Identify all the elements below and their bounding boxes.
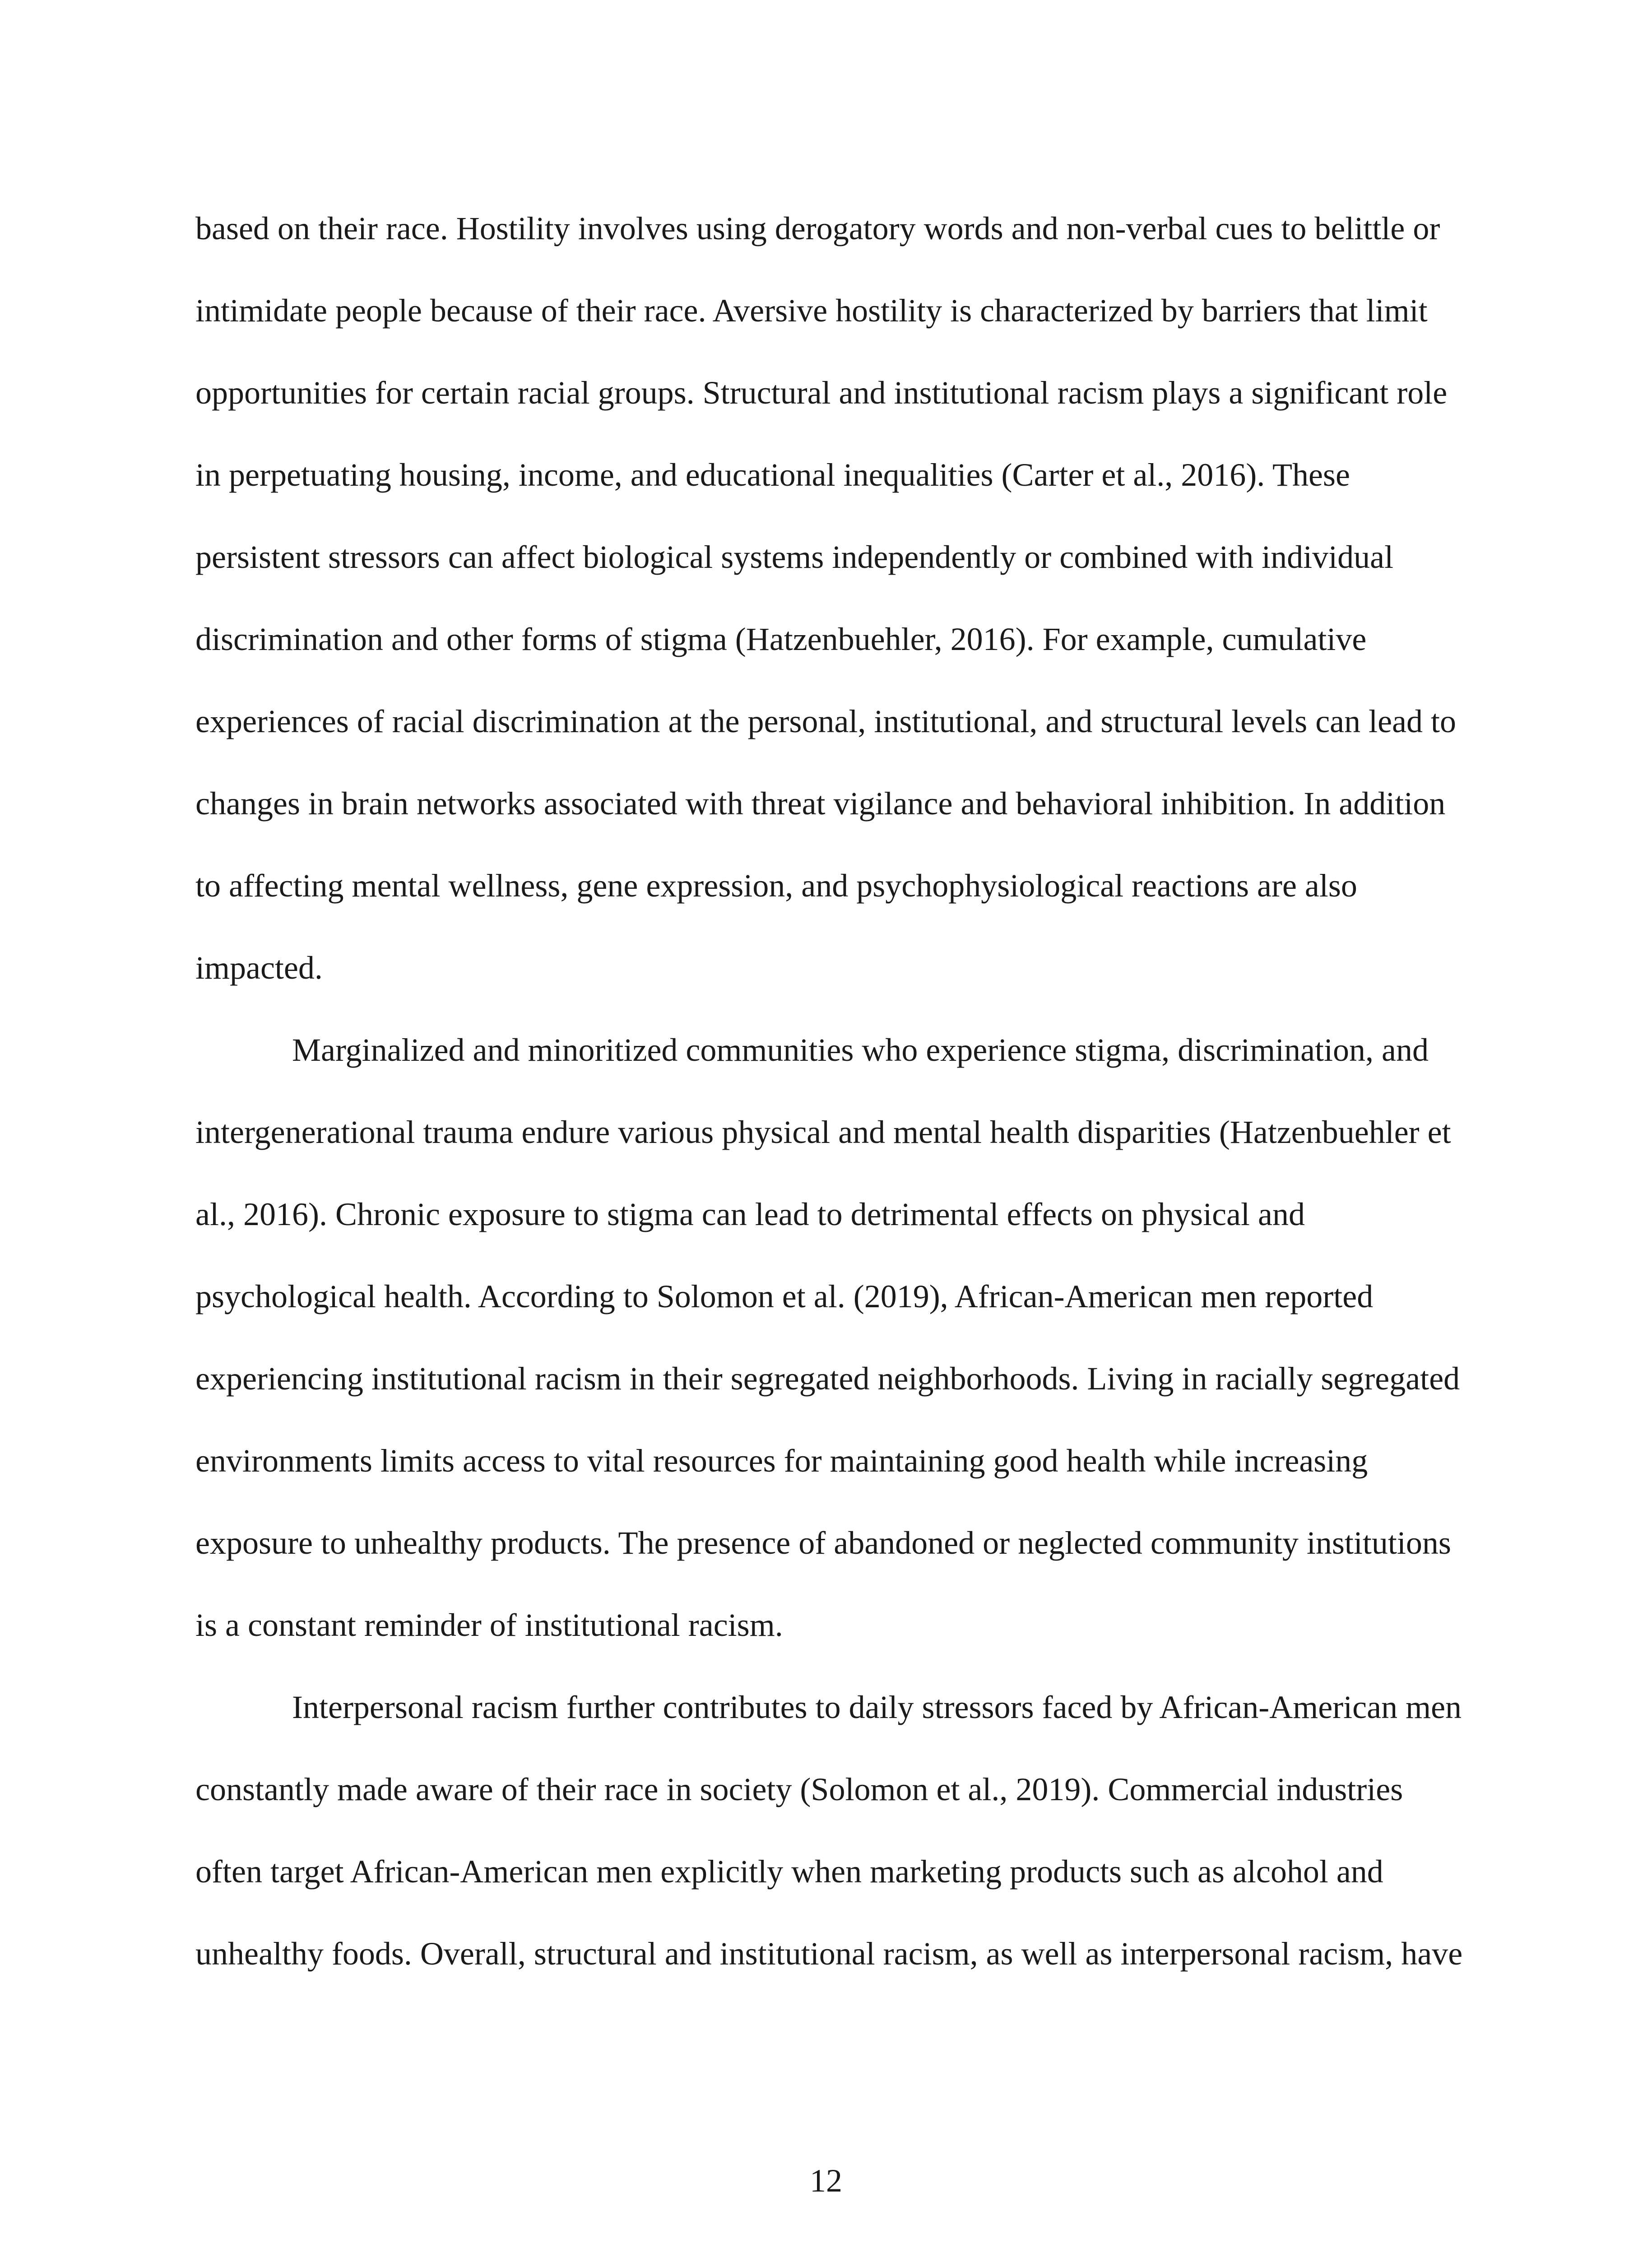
text-line-5: persistent stressors can affect biological systems independently or combined with individual <box>195 539 1394 575</box>
text-line-7: experiences of racial discrimination at the personal, institutional, and structural levels can lead to <box>195 703 1457 739</box>
text-line-8: changes in brain networks associated with threat vigilance and behavioral inhibition. In addition <box>195 785 1446 822</box>
body-text <box>195 210 1463 2020</box>
text-line-17: exposure to unhealthy products. The presence of abandoned or neglected community institutions <box>195 1525 1451 1561</box>
text-line-4: in perpetuating housing, income, and educational inequalities (Carter et al., 2016). These <box>195 457 1350 493</box>
text-line-14: psychological health. According to Solomon et al. (2019), African-American men reported <box>195 1278 1374 1314</box>
text-line-13: al., 2016). Chronic exposure to stigma can lead to detrimental effects on physical and <box>195 1196 1305 1232</box>
text-line-12: intergenerational trauma endure various physical and mental health disparities (Hatzenbuehler et <box>195 1114 1451 1150</box>
text-line-2: intimidate people because of their race. Aversive hostility is characterized by barriers that limit <box>195 293 1428 329</box>
text-line-20: constantly made aware of their race in society (Solomon et al., 2019). Commercial industries <box>195 1771 1403 1807</box>
text-line-3: opportunities for certain racial groups. Structural and institutional racism plays a significant role <box>195 375 1448 411</box>
text-line-6: discrimination and other forms of stigma (Hatzenbuehler, 2016). For example, cumulative <box>195 621 1367 657</box>
text-line-19: Interpersonal racism further contributes to daily stressors faced by African-American men <box>292 1689 1462 1725</box>
text-line-21: often target African-American men explicitly when marketing products such as alcohol and <box>195 1853 1383 1890</box>
text-line-1: based on their race. Hostility involves using derogatory words and non-verbal cues to belittle or <box>195 210 1440 246</box>
text-line-11: Marginalized and minoritized communities who experience stigma, discrimination, and <box>292 1032 1429 1068</box>
text-line-16: environments limits access to vital resources for maintaining good health while increasing <box>195 1443 1368 1479</box>
page-number: 12 <box>810 2163 842 2199</box>
text-line-18: is a constant reminder of institutional racism. <box>195 1607 783 1643</box>
text-line-9: to affecting mental wellness, gene expression, and psychophysiological reactions are also <box>195 868 1357 904</box>
text-line-15: experiencing institutional racism in their segregated neighborhoods. Living in racially segregated <box>195 1361 1460 1397</box>
text-line-22: unhealthy foods. Overall, structural and institutional racism, as well as interpersonal racism, have <box>195 1936 1463 1972</box>
text-line-10: impacted. <box>195 950 323 986</box>
